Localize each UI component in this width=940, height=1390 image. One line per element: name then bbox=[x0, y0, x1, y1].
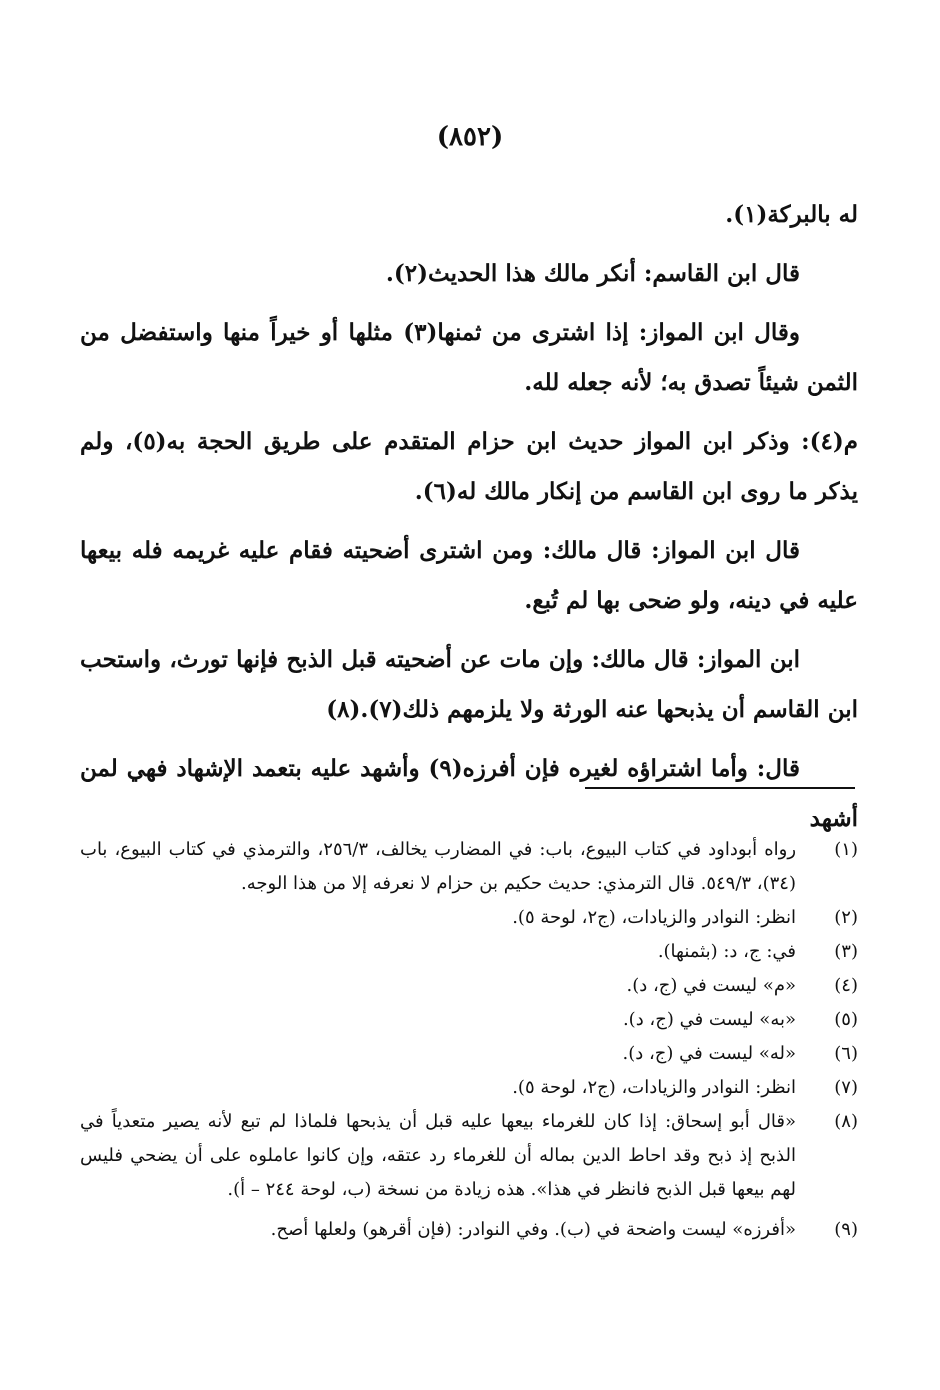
paragraph: وقال ابن المواز: إذا اشترى من ثمنها(٣) مثلها أو خيراً منها واستفضل من الثمن شيئاً تصدق به؛ لأنه جعله لله. bbox=[80, 319, 858, 396]
footnotes bbox=[80, 833, 858, 1247]
paragraph: م(٤): وذكر ابن المواز حديث ابن حزام المتقدم على طريق الحجة به(٥)، ولم يذكر ما روى ابن القاسم من إنكار مالك له(٦). bbox=[80, 428, 858, 505]
footnote-number: (٢) bbox=[834, 907, 858, 928]
main-text bbox=[80, 190, 858, 853]
footnote-number: (١) bbox=[834, 839, 858, 860]
footnote-text: «أفرزه» ليست واضحة في (ب). وفي النوادر: (فإن أقرهو) ولعلها أصح. bbox=[270, 1219, 796, 1240]
footnote-text: رواه أبوداود في كتاب البيوع، باب: في المضارب يخالف، ٢٥٦/٣، والترمذي في كتاب البيوع، باب (٣٤)، ٥٤٩/٣. قال الترمذي: حديث حكيم بن حزام لا نعرفه إلا من هذا الوجه. bbox=[80, 839, 797, 894]
footnote-number: (٩) bbox=[834, 1219, 858, 1240]
footnote-text: «به» ليست في (ج، د). bbox=[622, 1009, 796, 1030]
paragraph: قال ابن المواز: قال مالك: ومن اشترى أضحيته فقام عليه غريمه فله بيعها عليه في دينه، ولو ضحى بها لم تُبع. bbox=[80, 537, 858, 614]
paragraph: له بالبركة(١). bbox=[725, 201, 858, 228]
footnote bbox=[80, 935, 858, 969]
paragraph: قال ابن القاسم: أنكر مالك هذا الحديث(٢). bbox=[385, 260, 800, 287]
footnote-text: «قال أبو إسحاق: إذا كان للغرماء بيعها عليه قبل أن يذبحها فلماذا لم تبع لأنه يصير متعدياً في الذبح إذ ذبح وقد احاط الدين بماله أن للغرماء رد عتقه، وإن كانوا عاملوه على أن يضحي فليس لهم بيعها قبل الذبح فانظر في هذا». هذه زيادة من نسخة (ب، لوحة ٢٤٤ – أ). bbox=[80, 1111, 796, 1200]
footnote bbox=[80, 969, 858, 1003]
footnote bbox=[80, 1037, 858, 1071]
paragraph: قال: وأما اشتراؤه لغيره فإن أفرزه(٩) وأشهد عليه بتعمد الإشهاد فهي لمن أشهد bbox=[80, 755, 858, 832]
footnote bbox=[80, 1105, 858, 1207]
footnote-number: (٤) bbox=[834, 975, 858, 996]
footnote-text: في: ج، د: (بثمنها). bbox=[657, 941, 796, 962]
footnote-text: انظر: النوادر والزيادات، (ج٢، لوحة ٥). bbox=[512, 1077, 796, 1098]
footnote bbox=[80, 1071, 858, 1105]
footnote-number: (٥) bbox=[834, 1009, 858, 1030]
footnote-text: انظر: النوادر والزيادات، (ج٢، لوحة ٥). bbox=[512, 907, 796, 928]
footnote bbox=[80, 1213, 858, 1247]
paragraph: ابن المواز: قال مالك: وإن مات عن أضحيته قبل الذبح فإنها تورث، واستحب ابن القاسم أن يذبحها عنه الورثة ولا يلزمهم ذلك(٧).(٨) bbox=[80, 646, 858, 723]
footnote-number: (٣) bbox=[834, 941, 858, 962]
footnote-number: (٧) bbox=[834, 1077, 858, 1098]
footnote-number: (٨) bbox=[834, 1111, 858, 1132]
footnote-number: (٦) bbox=[834, 1043, 858, 1064]
footnote bbox=[80, 901, 858, 935]
footnote-separator bbox=[585, 787, 855, 789]
footnote bbox=[80, 833, 858, 901]
footnote-text: «م» ليست في (ج، د). bbox=[626, 975, 796, 996]
page-number: (٨٥٢) bbox=[436, 122, 504, 152]
footnote bbox=[80, 1003, 858, 1037]
footnote-text: «له» ليست في (ج، د). bbox=[622, 1043, 796, 1064]
